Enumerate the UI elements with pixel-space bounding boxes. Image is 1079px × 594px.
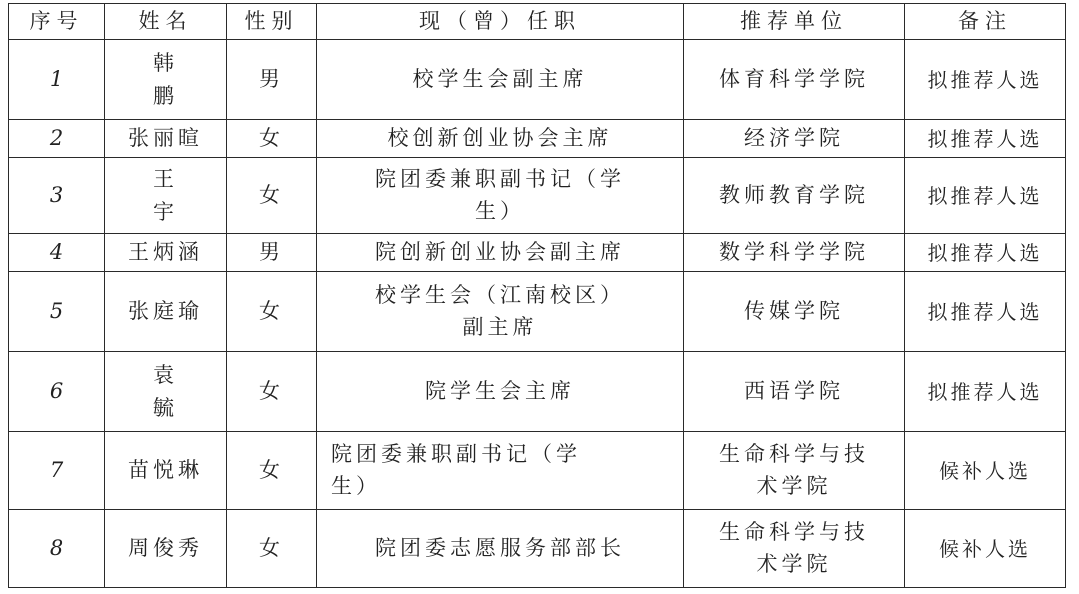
cell-position [317,272,684,352]
position-line: 院团委兼职副书记（学 [331,442,581,466]
header-unit: 推荐单位 [684,4,905,40]
cell-gender: 男 [227,40,317,120]
table-row [9,120,1066,158]
cell-unit [684,234,905,272]
cell-no: 3 [9,158,105,234]
name-line: 毓 [153,395,178,420]
cell-position [317,158,684,234]
name-line: 张庭瑜 [128,299,203,324]
cell-gender: 女 [227,352,317,432]
unit-line: 体育科学学院 [719,66,869,91]
position-line: 院创新创业协会副主席 [375,239,625,264]
cell-name [105,272,227,352]
position-line: 院团委兼职副书记（学 [375,167,625,191]
cell-note: 拟推荐人选 [905,120,1066,158]
cell-gender: 女 [227,432,317,510]
unit-line: 生命科学与技 [719,442,869,466]
cell-position [317,352,684,432]
position-line: 校学生会（江南校区） [375,283,625,307]
name-line: 周俊秀 [128,536,203,561]
header-gender: 性别 [227,4,317,40]
cell-unit [684,510,905,588]
table-row [9,432,1066,510]
name-line: 鹏 [153,83,178,108]
cell-gender: 男 [227,234,317,272]
cell-gender: 女 [227,272,317,352]
cell-unit [684,432,905,510]
unit-line: 术学院 [756,473,832,498]
unit-line: 数学科学学院 [719,239,869,264]
cell-name [105,40,227,120]
cell-no: 1 [9,40,105,120]
cell-name [105,510,227,588]
cell-gender: 女 [227,120,317,158]
recommendation-table [8,3,1066,588]
cell-name [105,432,227,510]
table-row [9,234,1066,272]
name-line: 张丽暄 [128,126,203,151]
cell-unit [684,120,905,158]
header-name: 姓名 [105,4,227,40]
table-row [9,510,1066,588]
cell-name [105,120,227,158]
cell-note: 拟推荐人选 [905,352,1066,432]
unit-line: 术学院 [756,551,832,576]
position-line: 院团委志愿服务部部长 [375,535,625,560]
cell-no: 2 [9,120,105,158]
cell-name [105,234,227,272]
name-line: 韩 [153,50,178,75]
unit-line: 经济学院 [744,125,844,150]
position-line: 副主席 [462,314,538,339]
cell-unit [684,40,905,120]
table-row [9,272,1066,352]
position-line: 生） [331,473,381,498]
header-position: 现（曾）任职 [317,4,684,40]
cell-no: 4 [9,234,105,272]
cell-note: 候补人选 [905,510,1066,588]
position-line: 校创新创业协会主席 [387,125,613,150]
cell-position [317,120,684,158]
unit-line: 教师教育学院 [719,182,869,207]
position-line: 生） [475,198,525,223]
name-line: 苗悦琳 [128,458,203,483]
position-line: 校学生会副主席 [412,66,588,91]
cell-position [317,432,684,510]
table-row [9,158,1066,234]
unit-line: 生命科学与技 [719,520,869,544]
cell-no: 7 [9,432,105,510]
name-line: 王炳涵 [128,240,203,265]
recommendation-table-container [8,3,1066,588]
cell-no: 5 [9,272,105,352]
cell-gender: 女 [227,510,317,588]
cell-position [317,40,684,120]
name-line: 王 [153,166,178,191]
cell-position [317,510,684,588]
cell-no: 8 [9,510,105,588]
cell-no: 6 [9,352,105,432]
cell-gender: 女 [227,158,317,234]
cell-note: 拟推荐人选 [905,158,1066,234]
cell-name [105,158,227,234]
position-line: 院学生会主席 [425,378,575,403]
cell-unit [684,352,905,432]
name-line: 宇 [153,199,178,224]
cell-note: 候补人选 [905,432,1066,510]
cell-note: 拟推荐人选 [905,234,1066,272]
cell-note: 拟推荐人选 [905,40,1066,120]
table-row [9,352,1066,432]
cell-name [105,352,227,432]
unit-line: 西语学院 [744,378,844,403]
name-line: 袁 [153,362,178,387]
unit-line: 传媒学院 [744,298,844,323]
cell-unit [684,272,905,352]
header-row [9,4,1066,40]
cell-position [317,234,684,272]
header-note: 备注 [905,4,1066,40]
cell-unit [684,158,905,234]
table-row [9,40,1066,120]
header-no: 序号 [9,4,105,40]
cell-note: 拟推荐人选 [905,272,1066,352]
